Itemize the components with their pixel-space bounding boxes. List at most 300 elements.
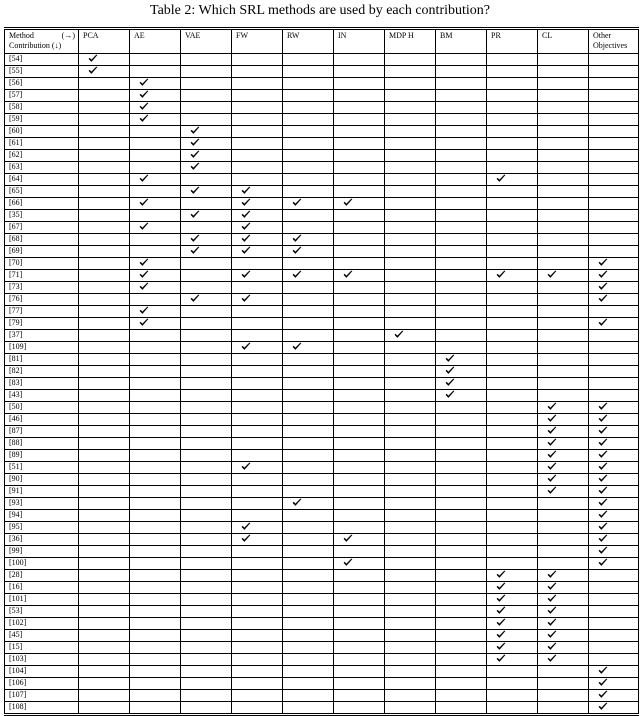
table-row — [5, 390, 639, 402]
method-cell — [79, 258, 130, 270]
checkmark-icon — [292, 198, 302, 207]
method-cell — [487, 618, 538, 630]
method-cell — [487, 222, 538, 234]
contribution-ref: [109] — [5, 342, 79, 354]
method-cell — [283, 294, 334, 306]
method-cell — [232, 582, 283, 594]
method-cell — [487, 402, 538, 414]
method-cell — [589, 378, 639, 390]
method-cell — [487, 498, 538, 510]
checkmark-icon — [598, 258, 608, 267]
method-cell — [283, 258, 334, 270]
method-cell — [589, 234, 639, 246]
method-cell — [232, 330, 283, 342]
checkmark-icon — [547, 438, 557, 447]
checkmark-icon — [88, 66, 98, 75]
method-cell — [79, 198, 130, 210]
method-cell — [436, 162, 487, 174]
method-cell — [283, 378, 334, 390]
method-cell — [232, 606, 283, 618]
method-cell — [79, 690, 130, 702]
contribution-ref: [51] — [5, 462, 79, 474]
method-cell — [385, 462, 436, 474]
method-cell — [232, 702, 283, 715]
method-cell — [436, 210, 487, 222]
contribution-ref: [73] — [5, 282, 79, 294]
contribution-ref: [81] — [5, 354, 79, 366]
method-cell — [589, 654, 639, 666]
method-cell — [487, 78, 538, 90]
method-cell — [589, 510, 639, 522]
method-cell — [487, 186, 538, 198]
table-row — [5, 522, 639, 534]
method-cell — [130, 462, 181, 474]
checkmark-icon — [547, 426, 557, 435]
method-cell — [181, 330, 232, 342]
method-cell — [589, 138, 639, 150]
method-cell — [487, 510, 538, 522]
checkmark-icon — [292, 270, 302, 279]
method-cell — [436, 522, 487, 534]
method-cell — [130, 438, 181, 450]
table-row — [5, 690, 639, 702]
method-cell — [538, 342, 589, 354]
contribution-ref: [50] — [5, 402, 79, 414]
method-cell — [589, 690, 639, 702]
checkmark-icon — [190, 186, 200, 195]
table-row — [5, 270, 639, 282]
method-cell — [385, 234, 436, 246]
method-cell — [487, 342, 538, 354]
method-cell — [181, 690, 232, 702]
method-cell — [538, 642, 589, 654]
method-cell — [436, 474, 487, 486]
method-cell — [79, 642, 130, 654]
method-cell — [79, 366, 130, 378]
method-cell — [385, 222, 436, 234]
method-cell — [385, 570, 436, 582]
method-cell — [589, 414, 639, 426]
method-cell — [589, 390, 639, 402]
method-cell — [130, 378, 181, 390]
method-cell — [538, 126, 589, 138]
method-cell — [79, 702, 130, 715]
method-cell — [334, 414, 385, 426]
checkmark-icon — [598, 474, 608, 483]
method-cell — [436, 618, 487, 630]
method-cell — [589, 78, 639, 90]
method-cell — [232, 294, 283, 306]
method-cell — [487, 414, 538, 426]
method-cell — [436, 510, 487, 522]
method-cell — [487, 570, 538, 582]
method-cell — [79, 294, 130, 306]
column-header: Other Objectives — [589, 29, 639, 54]
method-cell — [181, 318, 232, 330]
contribution-ref: [57] — [5, 90, 79, 102]
method-cell — [487, 198, 538, 210]
method-cell — [436, 570, 487, 582]
method-cell — [589, 330, 639, 342]
method-cell — [538, 474, 589, 486]
table-row — [5, 354, 639, 366]
method-cell — [589, 366, 639, 378]
method-cell — [79, 306, 130, 318]
method-cell — [283, 678, 334, 690]
method-cell — [589, 306, 639, 318]
method-cell — [436, 558, 487, 570]
method-cell — [283, 390, 334, 402]
method-cell — [232, 654, 283, 666]
checkmark-icon — [547, 270, 557, 279]
method-cell — [334, 438, 385, 450]
table-row — [5, 474, 639, 486]
method-cell — [283, 210, 334, 222]
table-row — [5, 78, 639, 90]
method-cell — [334, 66, 385, 78]
method-cell — [385, 210, 436, 222]
method-cell — [79, 126, 130, 138]
method-cell — [487, 150, 538, 162]
method-cell — [283, 498, 334, 510]
method-cell — [283, 522, 334, 534]
checkmark-icon — [547, 642, 557, 651]
method-cell — [181, 186, 232, 198]
method-cell — [79, 618, 130, 630]
method-cell — [181, 378, 232, 390]
method-cell — [283, 534, 334, 546]
contribution-ref: [77] — [5, 306, 79, 318]
method-cell — [79, 558, 130, 570]
method-cell — [538, 174, 589, 186]
checkmark-icon — [241, 462, 251, 471]
method-cell — [130, 354, 181, 366]
method-cell — [538, 618, 589, 630]
table-row — [5, 366, 639, 378]
method-cell — [487, 486, 538, 498]
table-row — [5, 582, 639, 594]
checkmark-icon — [547, 594, 557, 603]
method-cell — [181, 426, 232, 438]
method-cell — [436, 390, 487, 402]
method-cell — [283, 78, 334, 90]
method-cell — [232, 498, 283, 510]
method-cell — [283, 222, 334, 234]
table-row — [5, 186, 639, 198]
method-cell — [79, 114, 130, 126]
method-cell — [181, 630, 232, 642]
checkmark-icon — [190, 234, 200, 243]
method-cell — [436, 126, 487, 138]
column-header: IN — [334, 29, 385, 54]
method-cell — [334, 642, 385, 654]
method-cell — [487, 174, 538, 186]
table-row — [5, 570, 639, 582]
method-cell — [130, 330, 181, 342]
method-cell — [385, 618, 436, 630]
method-cell — [436, 606, 487, 618]
method-cell — [436, 366, 487, 378]
table-row — [5, 642, 639, 654]
method-cell — [283, 186, 334, 198]
method-cell — [436, 318, 487, 330]
method-cell — [283, 366, 334, 378]
method-cell — [181, 546, 232, 558]
method-cell — [79, 246, 130, 258]
checkmark-icon — [139, 222, 149, 231]
method-cell — [589, 402, 639, 414]
contribution-ref: [88] — [5, 438, 79, 450]
method-cell — [589, 474, 639, 486]
method-cell — [232, 690, 283, 702]
method-cell — [232, 426, 283, 438]
checkmark-icon — [139, 270, 149, 279]
method-cell — [130, 558, 181, 570]
contribution-ref: [68] — [5, 234, 79, 246]
method-cell — [436, 654, 487, 666]
method-cell — [538, 606, 589, 618]
method-cell — [589, 90, 639, 102]
method-cell — [283, 426, 334, 438]
method-cell — [130, 594, 181, 606]
checkmark-icon — [241, 210, 251, 219]
method-cell — [283, 450, 334, 462]
method-cell — [181, 210, 232, 222]
method-cell — [181, 498, 232, 510]
method-cell — [436, 282, 487, 294]
method-cell — [538, 390, 589, 402]
method-cell — [79, 654, 130, 666]
method-cell — [334, 366, 385, 378]
method-cell — [385, 666, 436, 678]
method-cell — [538, 282, 589, 294]
method-cell — [334, 330, 385, 342]
method-cell — [181, 366, 232, 378]
method-cell — [538, 246, 589, 258]
contribution-ref: [99] — [5, 546, 79, 558]
table-row — [5, 558, 639, 570]
method-cell — [130, 342, 181, 354]
method-cell — [436, 486, 487, 498]
table-row — [5, 102, 639, 114]
checkmark-icon — [598, 294, 608, 303]
method-cell — [283, 402, 334, 414]
method-cell — [283, 54, 334, 66]
method-cell — [385, 642, 436, 654]
method-cell — [79, 570, 130, 582]
contribution-ref: [66] — [5, 198, 79, 210]
method-cell — [385, 594, 436, 606]
method-cell — [385, 330, 436, 342]
method-cell — [181, 582, 232, 594]
method-cell — [79, 54, 130, 66]
method-cell — [589, 558, 639, 570]
method-cell — [436, 330, 487, 342]
checkmark-icon — [598, 270, 608, 279]
contribution-ref: [36] — [5, 534, 79, 546]
method-cell — [232, 558, 283, 570]
method-cell — [487, 90, 538, 102]
method-cell — [130, 474, 181, 486]
method-cell — [130, 54, 181, 66]
table-row — [5, 450, 639, 462]
method-cell — [232, 258, 283, 270]
checkmark-icon — [139, 258, 149, 267]
method-cell — [232, 162, 283, 174]
method-cell — [436, 498, 487, 510]
method-cell — [436, 438, 487, 450]
method-cell — [538, 234, 589, 246]
method-cell — [538, 522, 589, 534]
method-cell — [181, 270, 232, 282]
table-row — [5, 594, 639, 606]
method-cell — [283, 438, 334, 450]
method-cell — [538, 54, 589, 66]
method-cell — [538, 498, 589, 510]
corner-method-label: Method — [9, 31, 34, 40]
method-cell — [538, 402, 589, 414]
table-row — [5, 462, 639, 474]
method-cell — [283, 330, 334, 342]
checkmark-icon — [598, 690, 608, 699]
contribution-ref: [67] — [5, 222, 79, 234]
contribution-ref: [46] — [5, 414, 79, 426]
method-cell — [589, 666, 639, 678]
method-cell — [436, 54, 487, 66]
method-cell — [385, 654, 436, 666]
table-row — [5, 258, 639, 270]
method-cell — [334, 570, 385, 582]
contribution-ref: [94] — [5, 510, 79, 522]
method-cell — [232, 630, 283, 642]
method-cell — [232, 318, 283, 330]
method-cell — [538, 510, 589, 522]
checkmark-icon — [496, 642, 506, 651]
method-cell — [487, 438, 538, 450]
method-cell — [334, 222, 385, 234]
method-cell — [181, 234, 232, 246]
method-cell — [385, 486, 436, 498]
method-cell — [589, 114, 639, 126]
method-cell — [538, 414, 589, 426]
method-cell — [334, 354, 385, 366]
contribution-ref: [62] — [5, 150, 79, 162]
checkmark-icon — [598, 282, 608, 291]
table-caption: Table 2: Which SRL methods are used by each contribution? — [150, 3, 490, 18]
method-cell — [487, 702, 538, 715]
method-cell — [385, 198, 436, 210]
contribution-ref: [54] — [5, 54, 79, 66]
method-cell — [538, 270, 589, 282]
method-cell — [130, 270, 181, 282]
method-cell — [181, 54, 232, 66]
method-cell — [538, 426, 589, 438]
method-cell — [385, 378, 436, 390]
method-cell — [589, 426, 639, 438]
method-cell — [130, 126, 181, 138]
contribution-ref: [104] — [5, 666, 79, 678]
column-header: AE — [130, 29, 181, 54]
checkmark-icon — [139, 102, 149, 111]
method-cell — [130, 642, 181, 654]
method-cell — [538, 666, 589, 678]
method-cell — [589, 606, 639, 618]
method-cell — [538, 186, 589, 198]
table-row — [5, 246, 639, 258]
method-cell — [181, 354, 232, 366]
method-cell — [385, 630, 436, 642]
method-cell — [385, 258, 436, 270]
method-cell — [283, 246, 334, 258]
method-cell — [589, 318, 639, 330]
method-cell — [232, 414, 283, 426]
method-cell — [334, 546, 385, 558]
method-cell — [334, 522, 385, 534]
method-cell — [79, 606, 130, 618]
method-cell — [538, 258, 589, 270]
method-cell — [334, 498, 385, 510]
method-cell — [487, 630, 538, 642]
method-cell — [181, 90, 232, 102]
method-cell — [130, 66, 181, 78]
method-cell — [487, 462, 538, 474]
method-cell — [385, 54, 436, 66]
method-cell — [79, 222, 130, 234]
method-cell — [79, 342, 130, 354]
method-cell — [436, 186, 487, 198]
method-cell — [436, 234, 487, 246]
checkmark-icon — [598, 450, 608, 459]
method-cell — [589, 162, 639, 174]
checkmark-icon — [241, 234, 251, 243]
checkmark-icon — [241, 198, 251, 207]
method-cell — [232, 102, 283, 114]
method-cell — [487, 102, 538, 114]
method-cell — [232, 78, 283, 90]
method-cell — [436, 246, 487, 258]
method-cell — [538, 294, 589, 306]
method-cell — [232, 366, 283, 378]
table-row — [5, 630, 639, 642]
method-cell — [130, 678, 181, 690]
method-cell — [130, 582, 181, 594]
method-cell — [181, 606, 232, 618]
checkmark-icon — [190, 246, 200, 255]
method-cell — [130, 690, 181, 702]
method-cell — [130, 366, 181, 378]
contribution-ref: [93] — [5, 498, 79, 510]
checkmark-icon — [241, 186, 251, 195]
method-cell — [79, 378, 130, 390]
checkmark-icon — [139, 90, 149, 99]
method-cell — [232, 186, 283, 198]
table-row — [5, 438, 639, 450]
checkmark-icon — [241, 534, 251, 543]
method-cell — [436, 342, 487, 354]
contribution-ref: [106] — [5, 678, 79, 690]
method-cell — [487, 426, 538, 438]
method-cell — [487, 66, 538, 78]
method-cell — [181, 414, 232, 426]
contribution-ref: [15] — [5, 642, 79, 654]
contribution-ref: [89] — [5, 450, 79, 462]
method-cell — [283, 90, 334, 102]
table-row — [5, 66, 639, 78]
method-cell — [487, 318, 538, 330]
method-cell — [538, 534, 589, 546]
method-cell — [589, 174, 639, 186]
column-header: PCA — [79, 29, 130, 54]
